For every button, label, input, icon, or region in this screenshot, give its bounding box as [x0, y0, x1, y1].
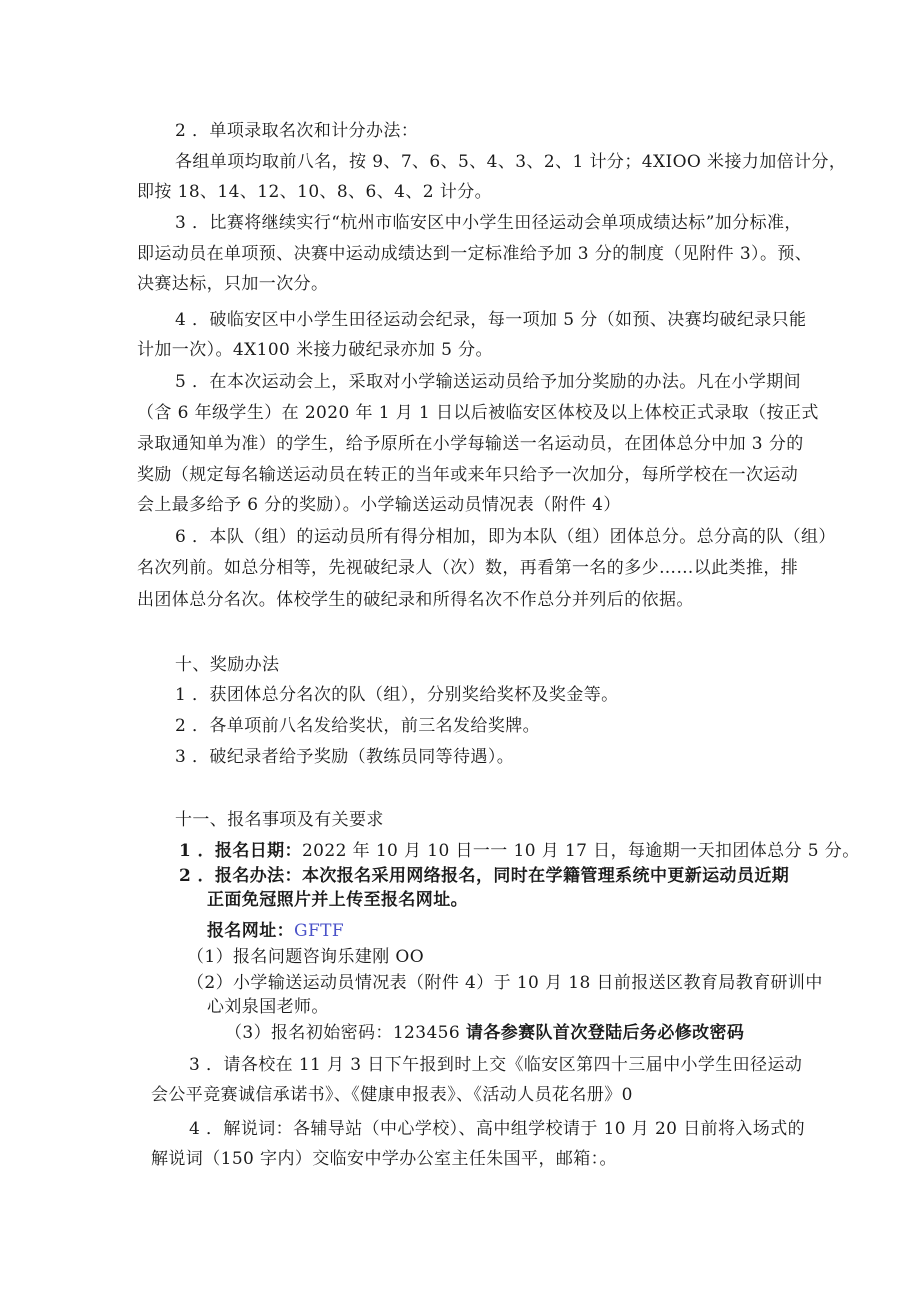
item-5-line-3: 录取通知单为准）的学生，给予原所在小学每输送一名运动员，在团体总分中加 3 分的 [137, 434, 804, 454]
section-10-item-2: 2 ．各单项前八名发给奖状，前三名发给奖牌。 [175, 716, 541, 736]
item-2-line-1: 各组单项均取前八名，按 9、7、6、5、4、3、2、1 计分；4XIOO 米接力加倍计分， [175, 152, 847, 172]
item-5-line-4: 奖励（规定每名输送运动员在转正的当年或来年只给予一次加分，每所学校在一次运动 [137, 465, 799, 485]
item-6-line-2: 名次列前。如总分相等，先视破纪录人（次）数，再看第一名的多少……以此类推，排 [137, 558, 799, 578]
registration-date-label: 1 ．报名日期： [179, 841, 302, 861]
registration-date-text: 2022 年 10 月 10 日一一 10 月 17 日，每逾期一天扣团体总分 5 分。 [301, 841, 860, 861]
section-11-item-2-line-1: 2 ．报名办法：本次报名采用网络报名，同时在学籍管理系统中更新运动员近期 [179, 866, 790, 886]
sub-item-2-line-1: （2）小学输送运动员情况表（附件 4）于 10 月 18 日前报送区教育局教育研训中 [187, 973, 823, 993]
section-11-item-3-line-2: 会公平竞赛诚信承诺书》、《健康申报表》、《活动人员花名册》0 [151, 1085, 633, 1105]
section-11-item-4-line-1: 4 ．解说词：各辅导站（中心学校）、高中组学校请于 10 月 20 日前将入场式的 [189, 1119, 805, 1139]
item-2-title: 2 ．单项录取名次和计分办法： [175, 121, 419, 141]
section-11-heading: 十一、报名事项及有关要求 [175, 810, 384, 830]
section-11-item-2-line-2: 正面免冠照片并上传至报名网址。 [207, 890, 468, 910]
item-3-line-2: 即运动员在单项预、决赛中运动成绩达到一定标准给予加 3 分的制度（见附件 3）。预、 [137, 244, 813, 264]
registration-url-row [207, 920, 344, 942]
item-6-line-3: 出团体总分名次。体校学生的破纪录和所得名次不作总分并列后的依据。 [137, 590, 694, 610]
section-11-item-4-line-2: 解说词（150 字内）交临安中学办公室主任朱国平，邮箱：。 [151, 1149, 617, 1169]
initial-password-text: （3）报名初始密码：123456 [225, 1023, 466, 1043]
section-10-item-1: 1 ．获团体总分名次的队（组），分别奖给奖杯及奖金等。 [175, 685, 619, 705]
item-5-line-2: （含 6 年级学生）在 2020 年 1 月 1 日以后被临安区体校及以上体校正式录取（按正式 [137, 403, 819, 423]
item-3-line-3: 决赛达标，只加一次分。 [137, 274, 329, 294]
sub-item-1: （1）报名问题咨询乐建刚 OO [187, 947, 425, 967]
registration-url-label: 报名网址： [207, 921, 294, 941]
item-4-line-2: 计加一次）。4X100 米接力破纪录亦加 5 分。 [137, 340, 493, 360]
item-4-line-1: 4 ．破临安区中小学生田径运动会纪录，每一项加 5 分（如预、决赛均破纪录只能 [175, 310, 807, 330]
section-11-item-3-line-1: 3 ．请各校在 11 月 3 日下午报到时上交《临安区第四十三届中小学生田径运动 [189, 1055, 803, 1075]
sub-item-2-line-2: 心刘泉国老师。 [207, 997, 329, 1017]
section-10-item-3: 3 ．破纪录者给予奖励（教练员同等待遇）。 [175, 747, 515, 767]
registration-url-link[interactable]: GFTF [294, 921, 345, 941]
item-2-line-2: 即按 18、14、12、10、8、6、4、2 计分。 [137, 182, 492, 202]
item-6-line-1: 6 ．本队（组）的运动员所有得分相加，即为本队（组）团体总分。总分高的队（组） [175, 527, 836, 547]
section-11-item-1 [179, 840, 860, 862]
sub-item-3 [225, 1022, 744, 1044]
item-3-line-1: 3 ．比赛将继续实行“杭州市临安区中小学生田径运动会单项成绩达标”加分标准， [175, 213, 802, 233]
section-10-heading: 十、奖励办法 [175, 655, 280, 675]
item-5-line-5: 会上最多给予 6 分的奖励）。小学输送运动员情况表（附件 4） [137, 495, 621, 515]
password-change-notice: 请各参赛队首次登陆后务必修改密码 [465, 1023, 745, 1043]
item-5-line-1: 5 ．在本次运动会上，采取对小学输送运动员给予加分奖励的办法。凡在小学期间 [175, 372, 802, 392]
